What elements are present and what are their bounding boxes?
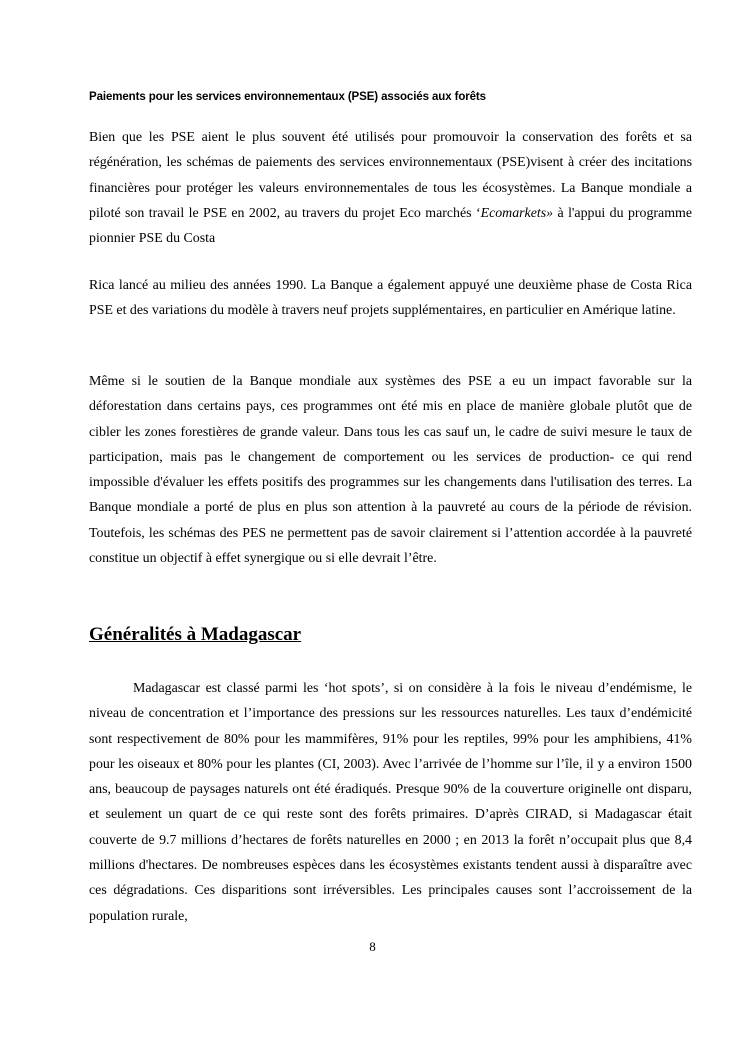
- page-number: 8: [369, 939, 376, 954]
- paragraph-pse-intro-tail: à l'appui du programme pionnier PSE du Costa: [89, 205, 692, 247]
- ecomarkets-italic: Ecomarkets»: [480, 205, 554, 221]
- paragraph-pse-intro: [89, 125, 692, 251]
- paragraph-pse-intro-text: Bien que les PSE aient le plus souvent été utilisés pour promouvoir la conservation des forêts et sa régénération, les schémas de paiements des services environnementaux (PSE)visent à créer des incitations financières pour protéger les valeurs environnementales de tous les écosystèmes. La Banque mondiale a piloté son travail le PSE en 2002, au travers du projet Eco marchés ‘: [89, 130, 692, 221]
- paragraph-world-bank-support: Même si le soutien de la Banque mondiale aux systèmes des PSE a eu un impact favorable sur la déforestation dans certains pays, ces programmes ont été mis en place de manière globale plutôt que de cibler les zones forestières de grande valeur. Dans tous les cas sauf un, le cadre de suivi mesure le taux de participation, mais pas le changement de comportement ou les services de production- ce qui rend impossible d'évaluer les effets positifs des programmes sur les changements dans l'utilisation des terres. La Banque mondiale a porté de plus en plus son attention à la pauvreté au cours de la période de révision. Toutefois, les schémas des PES ne permettent pas de savoir clairement si l’attention accordée à la pauvreté constitue un objectif à effet synergique ou si elle devrait l’être.: [89, 374, 692, 567]
- paragraph-costa-rica: Rica lancé au milieu des années 1990. La Banque a également appuyé une deuxième phase de Costa Rica PSE et des variations du modèle à travers neuf projets supplémentaires, en particulier en Amérique latine.: [89, 278, 692, 319]
- paragraph-madagascar: Madagascar est classé parmi les ‘hot spots’, si on considère à la fois le niveau d’endémisme, le niveau de concentration et l’importance des pressions sur les ressources naturelles. Les taux d’endémicité sont respectivement de 80% pour les mammifères, 91% pour les reptiles, 99% pour les amphibiens, 41% pour les oiseaux et 80% pour les plantes (CI, 2003). Avec l’arrivée de l’homme sur l’île, il y a environ 1500 ans, beaucoup de paysages naturels ont été éradiqués. Presque 90% de la couverture originelle ont disparu, et seulement un quart de ce qui reste sont des forêts primaires. D’après CIRAD, si Madagascar était couverte de 9.7 millions d’hectares de forêts naturelles en 2000 ; en 2013 la forêt n’occupait plus que 8,4 millions d'hectares. De nombreuses espèces dans les écosystèmes existants tendent aussi à disparaître avec ces dégradations. Ces disparitions sont irréversibles. Les principales causes sont l’accroissement de la population rurale,: [89, 681, 692, 924]
- subheading: Paiements pour les services environnementaux (PSE) associés aux forêts: [89, 91, 486, 103]
- section-title-madagascar: Généralités à Madagascar: [89, 624, 302, 645]
